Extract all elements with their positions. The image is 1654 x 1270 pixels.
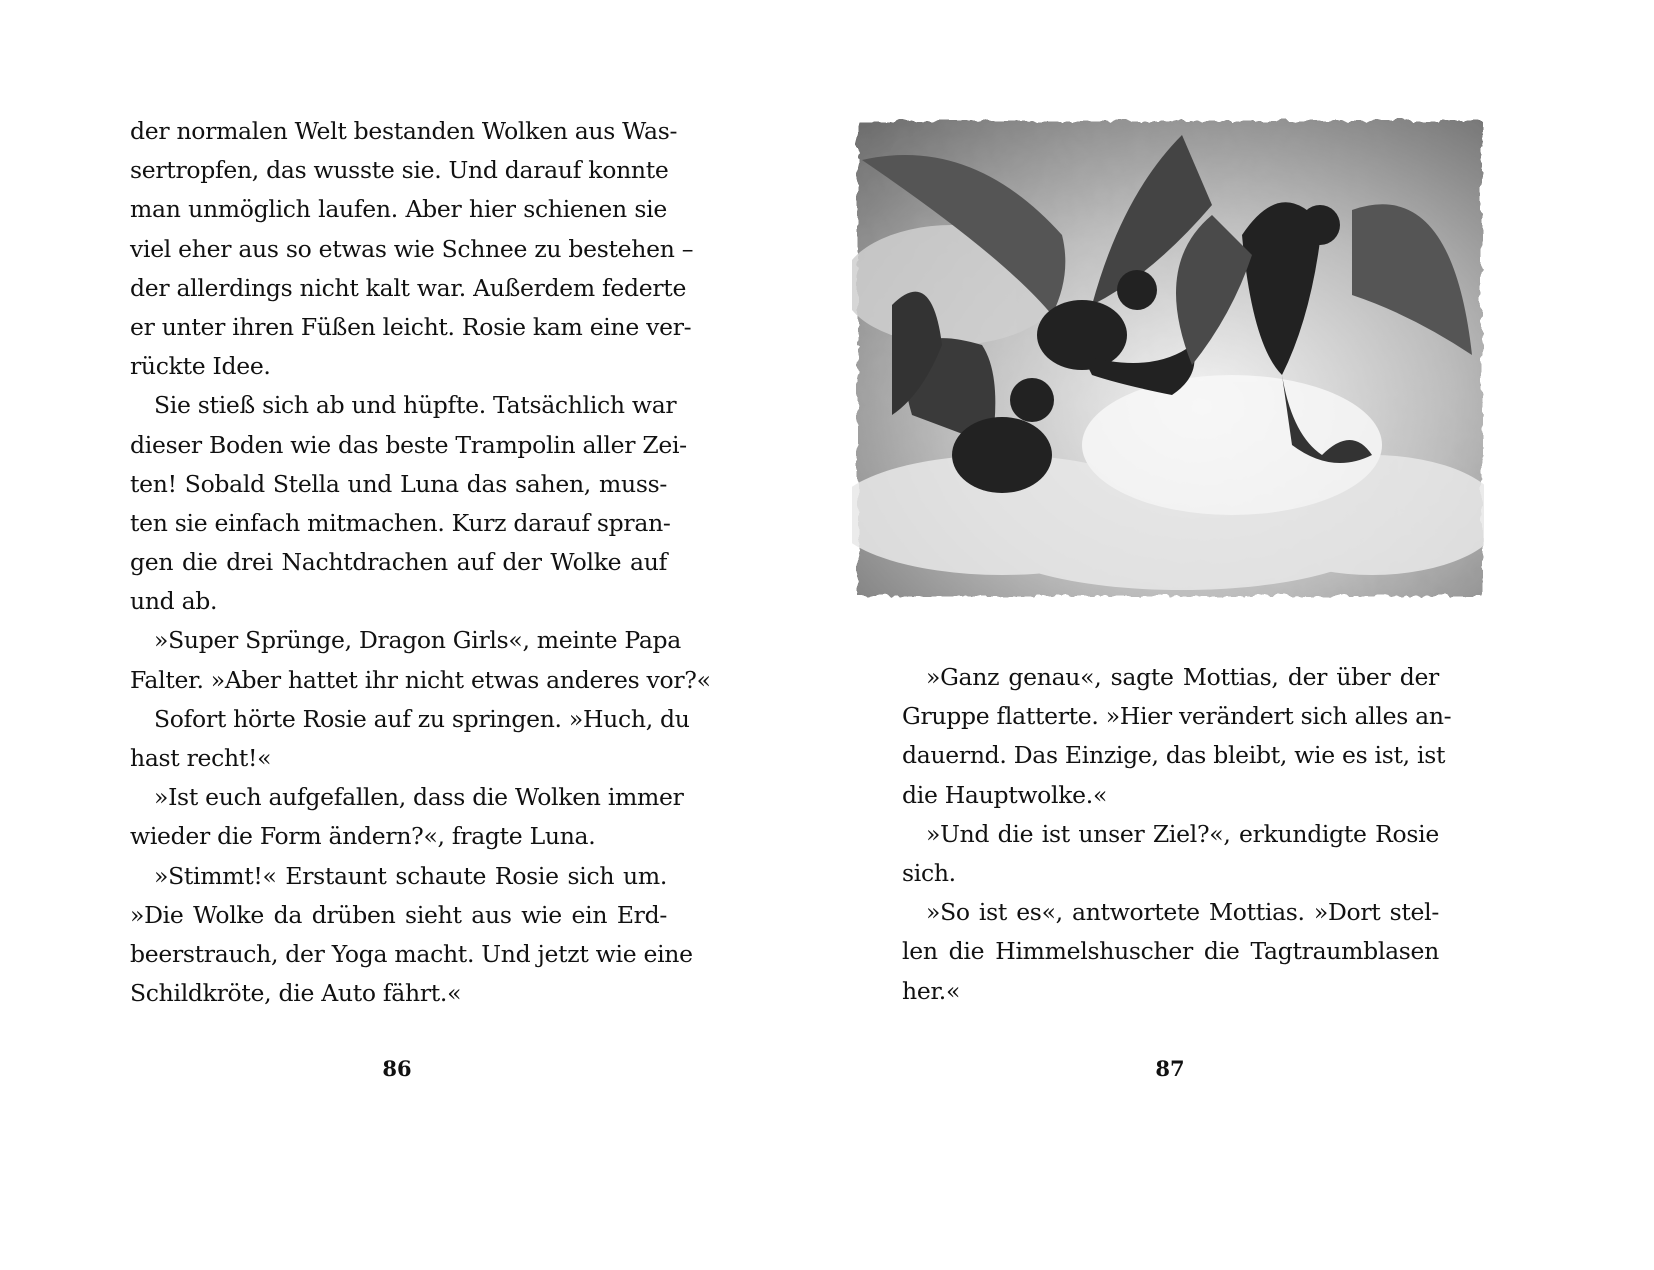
text-line: »Ganz genau«, sagte Mottias, der über der bbox=[926, 663, 1439, 691]
text-line: er unter ihren Füßen leicht. Rosie kam eine ver- bbox=[130, 312, 692, 341]
text-line: der normalen Welt bestanden Wolken aus Was- bbox=[130, 117, 678, 145]
text-line: hast recht!« bbox=[130, 744, 272, 772]
text-line: Schildkröte, die Auto fährt.« bbox=[130, 979, 462, 1008]
text-line: »Super Sprünge, Dragon Girls«, meinte Papa bbox=[154, 626, 681, 655]
left-page-text bbox=[130, 112, 711, 1013]
text-line: dieser Boden wie das beste Trampolin aller Zei- bbox=[130, 430, 687, 459]
text-line: viel eher aus so etwas wie Schnee zu bestehen – bbox=[130, 234, 694, 263]
page-number-right: 87 bbox=[1155, 1056, 1185, 1081]
right-page-text bbox=[902, 658, 1452, 1011]
text-line: ten! Sobald Stella und Luna das sahen, muss- bbox=[130, 469, 667, 498]
dragon-illustration bbox=[852, 115, 1484, 598]
page-number-left: 86 bbox=[382, 1056, 412, 1081]
text-line: »So ist es«, antwortete Mottias. »Dort stel- bbox=[926, 898, 1439, 927]
text-line: dauernd. Das Einzige, das bleibt, wie es ist, ist bbox=[902, 741, 1446, 770]
text-line: »Die Wolke da drüben sieht aus wie ein Erd- bbox=[130, 900, 667, 929]
text-line: gen die drei Nachtdrachen auf der Wolke auf bbox=[130, 548, 667, 577]
text-line: beerstrauch, der Yoga macht. Und jetzt wie eine bbox=[130, 939, 693, 968]
text-line: wieder die Form ändern?«, fragte Luna. bbox=[130, 822, 596, 851]
text-line: Sie stieß sich ab und hüpfte. Tatsächlich war bbox=[154, 391, 677, 420]
text-line: her.« bbox=[902, 976, 961, 1005]
text-line: man unmöglich laufen. Aber hier schienen sie bbox=[130, 195, 667, 224]
text-line: sich. bbox=[902, 858, 956, 887]
text-line: ten sie einfach mitmachen. Kurz darauf spran- bbox=[130, 508, 671, 537]
text-line: der allerdings nicht kalt war. Außerdem federte bbox=[130, 273, 687, 302]
text-line: und ab. bbox=[130, 587, 218, 616]
text-line: rückte Idee. bbox=[130, 352, 271, 381]
text-line: len die Himmelshuscher die Tagtraumblasen bbox=[902, 937, 1439, 966]
text-line: »Und die ist unser Ziel?«, erkundigte Rosie bbox=[926, 819, 1439, 848]
text-line: die Hauptwolke.« bbox=[902, 780, 1108, 809]
text-line: »Ist euch aufgefallen, dass die Wolken immer bbox=[154, 783, 684, 812]
text-line: Sofort hörte Rosie auf zu springen. »Huch, du bbox=[154, 704, 690, 733]
text-line: Falter. »Aber hattet ihr nicht etwas anderes vor?« bbox=[130, 665, 711, 694]
text-line: »Stimmt!« Erstaunt schaute Rosie sich um. bbox=[154, 861, 667, 890]
text-line: Gruppe flatterte. »Hier verändert sich alles an- bbox=[902, 702, 1452, 731]
text-line: sertropfen, das wusste sie. Und darauf konnte bbox=[130, 156, 669, 185]
